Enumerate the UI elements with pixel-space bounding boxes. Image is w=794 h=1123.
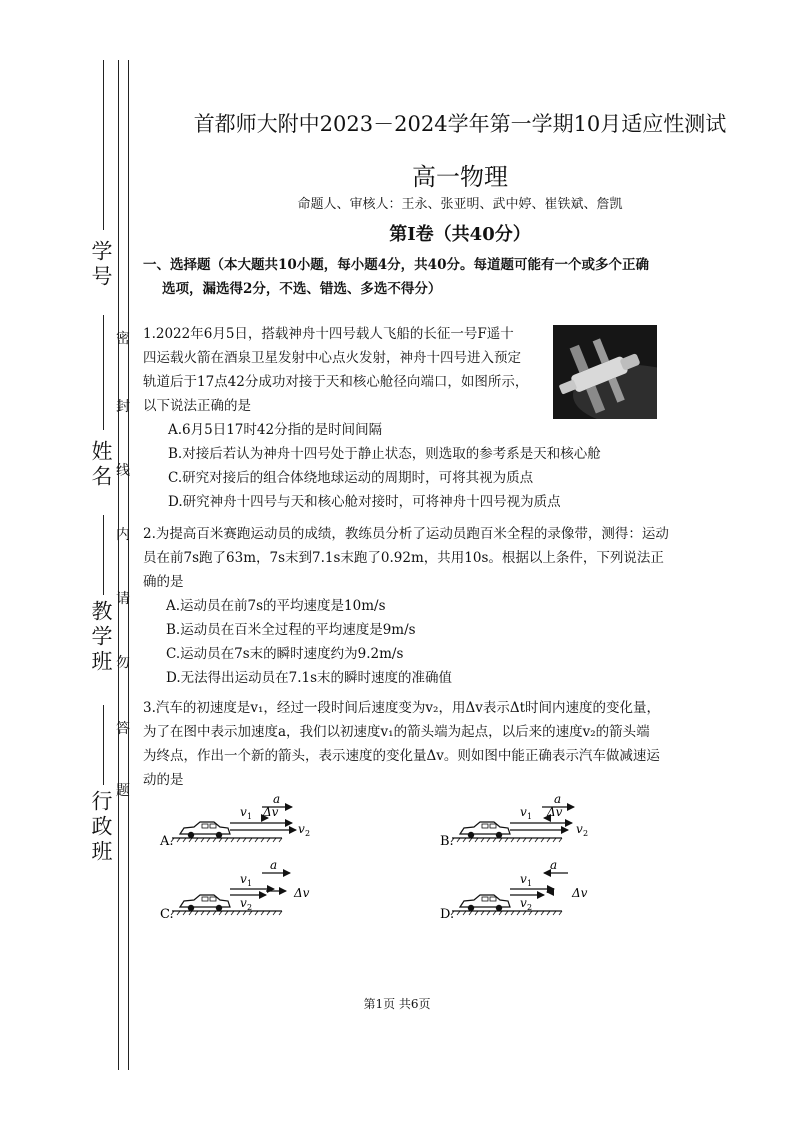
label-v1-sub: 1 [527,812,533,821]
label-v2: v [298,822,305,836]
seal-char: 勿 [116,655,130,671]
spacecraft-illustration [553,325,657,419]
q2-stem-line: 确的是 [143,574,184,590]
name-label: 姓名 [89,440,113,490]
label-v1: v [240,872,247,886]
seal-char: 题 [116,783,130,799]
diagram-option-d[interactable] [440,858,588,922]
page-number: 第1页 共6页 [363,997,431,1011]
option-label-a: A. [160,834,174,849]
seal-char: 线 [116,463,130,479]
label-v2-sub: 2 [247,903,253,912]
seal-char: 封 [116,399,130,415]
section-instructions-line1: 一、选择题（本大题共10小题，每小题4分，共40分。每道题可能有一个或多个正确 [143,257,649,273]
label-v2: v [576,822,583,836]
seal-char: 内 [116,527,130,543]
student-id-label: 学号 [89,240,113,290]
label-a: a [554,792,562,806]
seal-char: 密 [116,331,130,347]
label-dv: Δv [572,886,588,900]
q3-diagrams [150,785,790,930]
label-a: a [550,858,558,872]
label-v1-sub: 1 [247,879,253,888]
q2-stem-line: 2.为提高百米赛跑运动员的成绩，教练员分析了运动员跑百米全程的录像带，测得：运动 [143,526,669,542]
q2-stem-line: 员在前7s跑了63m，7s末到7.1s末跑了0.92m，共用10s。根据以上条件，下列说法正 [143,550,664,566]
label-v1: v [240,805,247,819]
q2-option-a[interactable]: A.运动员在前7s的平均速度是10m/s [166,598,386,614]
option-label-b: B. [440,834,454,849]
label-dv: Δv [547,805,563,819]
q3-stem-line: 动的是 [143,772,184,788]
q2-option-d[interactable]: D.无法得出运动员在7.1s末的瞬时速度的准确值 [166,670,453,686]
label-dv: Δv [263,805,279,819]
q2-option-b[interactable]: B.运动员在百米全过程的平均速度是9m/s [166,622,416,638]
label-v2-sub: 2 [583,829,589,838]
name-field[interactable] [103,315,104,430]
exam-authors: 命题人、审核人：王永、张亚明、武中婷、崔铁斌、詹凯 [297,197,623,212]
diagram-option-b[interactable] [440,792,588,849]
part-heading: 第I卷（共40分） [389,224,531,245]
student-id-field[interactable] [103,60,104,230]
label-dv: Δv [294,886,310,900]
q1-option-d[interactable]: D.研究神舟十四号与天和核心舱对接时，可将神舟十四号视为质点 [168,494,561,510]
q1-stem-line: 四运载火箭在酒泉卫星发射中心点火发射，神舟十四号进入预定 [143,350,521,366]
q3-stem-line: 为终点，作出一个新的箭头，表示速度的变化量Δv。则如图中能正确表示汽车做减速运 [143,748,660,764]
label-v2: v [240,896,247,910]
option-label-d: D. [440,907,455,922]
q3-stem-line: 为了在图中表示加速度a，我们以初速度v₁的箭头端为起点，以后来的速度v₂的箭头端 [143,724,650,740]
q3-stem-line: 3.汽车的初速度是v₁，经过一段时间后速度变为v₂，用Δv表示Δt时间内速度的变化量， [143,700,661,716]
q1-option-c[interactable]: C.研究对接后的组合体绕地球运动的周期时，可将其视为质点 [168,470,534,486]
label-v2-sub: 2 [527,903,533,912]
q1-stem-line: 1.2022年6月5日，搭载神舟十四号载人飞船的长征一号F遥十 [143,326,514,342]
label-v2-sub: 2 [305,829,311,838]
spacecraft-photo [553,325,657,419]
label-a: a [270,858,278,872]
exam-title: 首都师大附中2023－2024学年第一学期10月适应性测试 [193,112,727,136]
section-instructions-line2: 选项，漏选得2分，不选、错选、多选不得分） [162,281,442,297]
label-v1-sub: 1 [527,879,533,888]
label-v1: v [520,872,527,886]
exam-subject: 高一物理 [412,163,508,191]
q1-stem-line: 以下说法正确的是 [143,398,251,414]
label-v1: v [520,805,527,819]
q2-option-c[interactable]: C.运动员在7s末的瞬时速度约为9.2m/s [166,646,404,662]
binding-line-outer [118,60,119,1070]
q1-option-a[interactable]: A.6月5日17时42分指的是时间间隔 [168,422,383,438]
label-v2: v [520,896,527,910]
binding-line-inner [128,60,129,1070]
diagram-option-a[interactable] [159,792,310,849]
option-label-c: C. [160,907,174,922]
diagram-option-c[interactable] [160,858,310,922]
q1-option-b[interactable]: B.对接后若认为神舟十四号处于静止状态，则选取的参考系是天和核心舱 [168,446,601,462]
teaching-class-field[interactable] [103,515,104,595]
seal-char: 请 [116,591,130,607]
seal-char: 答 [116,721,130,737]
admin-class-field[interactable] [103,705,104,785]
admin-class-label: 行政班 [89,790,113,865]
q1-stem-line: 轨道后于17点42分成功对接于天和核心舱径向端口，如图所示， [143,374,529,390]
teaching-class-label: 教学班 [89,600,113,675]
label-a: a [273,792,281,806]
label-v1-sub: 1 [247,812,253,821]
